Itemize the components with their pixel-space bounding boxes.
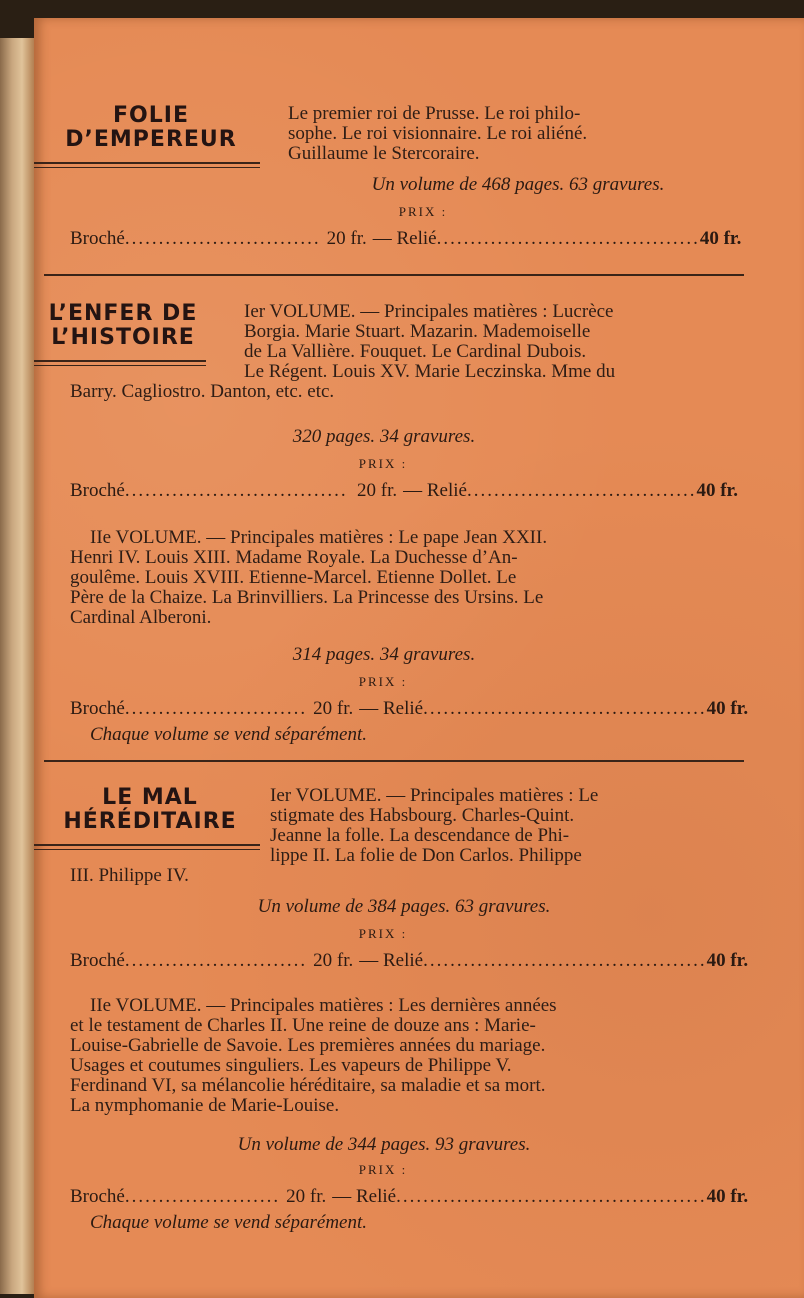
volume2-description (70, 528, 760, 628)
text-line: III. Philippe IV. (70, 865, 189, 886)
broche-label: Broché (70, 950, 125, 971)
title-underline (34, 162, 260, 168)
relie-label: — Relié (403, 480, 467, 501)
broche-price: 20 fr. (286, 1186, 327, 1207)
text-line: de La Vallière. Fouquet. Le Cardinal Dubois. (244, 341, 587, 362)
volume1-description (70, 302, 760, 402)
text-line: IIe VOLUME. — Principales matières : Les dernières années (90, 995, 557, 1016)
title-line: L’ENFER DE (48, 301, 198, 326)
text-line: Le premier roi de Prusse. Le roi philo- (288, 103, 581, 124)
price-row: Broché ............................. 20 fr. — Relié ....................................... 40 fr. (70, 228, 742, 249)
volume2-description (70, 996, 760, 1116)
broche-price: 20 fr. (313, 698, 354, 719)
text-line: et le testament de Charles II. Une reine de douze ans : Marie- (70, 1015, 536, 1036)
description-text (288, 104, 768, 164)
text-line: stigmate des Habsbourg. Charles-Quint. (270, 805, 575, 826)
title-line: HÉRÉDITAIRE (63, 809, 237, 834)
text-line: lippe II. La folie de Don Carlos. Philippe (270, 845, 582, 866)
volume-info: 320 pages. 34 gravures. (292, 426, 476, 447)
text-line: Cardinal Alberoni. (70, 607, 212, 628)
section-divider (44, 274, 744, 276)
catalog-page (34, 18, 804, 1298)
broche-price: 20 fr. (326, 228, 367, 249)
price-row: Broché ........................... 20 fr. — Relié .......................................... 40 fr. (70, 698, 749, 719)
relie-price: 40 fr. (706, 698, 749, 719)
broche-label: Broché (70, 1186, 125, 1207)
prix-label: PRIX : (358, 456, 408, 471)
relie-label: — Relié (359, 698, 424, 719)
relie-label: — Relié (332, 1186, 397, 1207)
section-divider (44, 760, 744, 762)
price-row: Broché ........................... 20 fr. — Relié .......................................... 40 fr. (70, 950, 749, 971)
text-line: Jeanne la folle. La descendance de Phi- (270, 825, 570, 846)
separate-sale-note: Chaque volume se vend séparément. (90, 1212, 368, 1233)
price-row: Broché ....................... 20 fr. — Relié .............................................. 40 fr. (70, 1186, 749, 1207)
relie-price: 40 fr. (696, 480, 738, 501)
section-title-folie-empereur (36, 104, 266, 152)
text-line: Le Régent. Louis XV. Marie Leczinska. Mme du (244, 361, 616, 382)
broche-label: Broché (70, 228, 125, 249)
volume-info: 314 pages. 34 gravures. (292, 644, 476, 665)
relie-label: — Relié (372, 228, 437, 249)
text-line: sophe. Le roi visionnaire. Le roi aliéné. (288, 123, 588, 144)
broche-label: Broché (70, 480, 125, 501)
volume-info: Un volume de 384 pages. 63 gravures. (257, 896, 551, 917)
text-line: Ier VOLUME. — Principales matières : Le (270, 785, 599, 806)
text-line: Louise-Gabrielle de Savoie. Les premières années du mariage. (70, 1035, 546, 1056)
prix-label: PRIX : (358, 926, 408, 941)
text-line: Barry. Cagliostro. Danton, etc. etc. (70, 381, 335, 402)
volume1-description (70, 786, 760, 886)
separate-sale-note: Chaque volume se vend séparément. (90, 724, 368, 745)
relie-price: 40 fr. (706, 950, 749, 971)
text-line: Henri IV. Louis XIII. Madame Royale. La Duchesse d’An- (70, 547, 518, 568)
broche-price: 20 fr. (313, 950, 354, 971)
text-line: Ier VOLUME. — Principales matières : Lucrèce (244, 301, 614, 322)
text-line: Guillaume le Stercoraire. (288, 143, 480, 164)
volume-info: Un volume de 468 pages. 63 gravures. (371, 174, 665, 195)
text-line: Père de la Chaize. La Brinvilliers. La Princesse des Ursins. Le (70, 587, 544, 608)
relie-label: — Relié (359, 950, 424, 971)
broche-price: 20 fr. (357, 480, 398, 501)
volume-info: Un volume de 344 pages. 93 gravures. (237, 1134, 531, 1155)
broche-label: Broché (70, 698, 125, 719)
relie-price: 40 fr. (706, 1186, 749, 1207)
text-line: Usages et coutumes singuliers. Les vapeurs de Philippe V. (70, 1055, 512, 1076)
title-line: LE MAL (102, 785, 198, 810)
title-line: D’EMPEREUR (65, 127, 237, 152)
title-line: L’HISTOIRE (51, 325, 195, 350)
prix-label: PRIX : (398, 204, 448, 219)
text-line: La nymphomanie de Marie-Louise. (70, 1095, 340, 1116)
text-line: Borgia. Marie Stuart. Mazarin. Mademoiselle (244, 321, 591, 342)
prix-label: PRIX : (358, 674, 408, 689)
prix-label: PRIX : (358, 1162, 408, 1177)
price-row: Broché ................................. 20 fr. — Relié .................................. 40 fr. (70, 480, 738, 501)
relie-price: 40 fr. (699, 228, 742, 249)
title-line: FOLIE (113, 103, 189, 128)
text-line: IIe VOLUME. — Principales matières : Le pape Jean XXII. (90, 527, 548, 548)
text-line: Ferdinand VI, sa mélancolie héréditaire, sa maladie et sa mort. (70, 1075, 546, 1096)
text-line: goulême. Louis XVIII. Etienne-Marcel. Etienne Dollet. Le (70, 567, 517, 588)
